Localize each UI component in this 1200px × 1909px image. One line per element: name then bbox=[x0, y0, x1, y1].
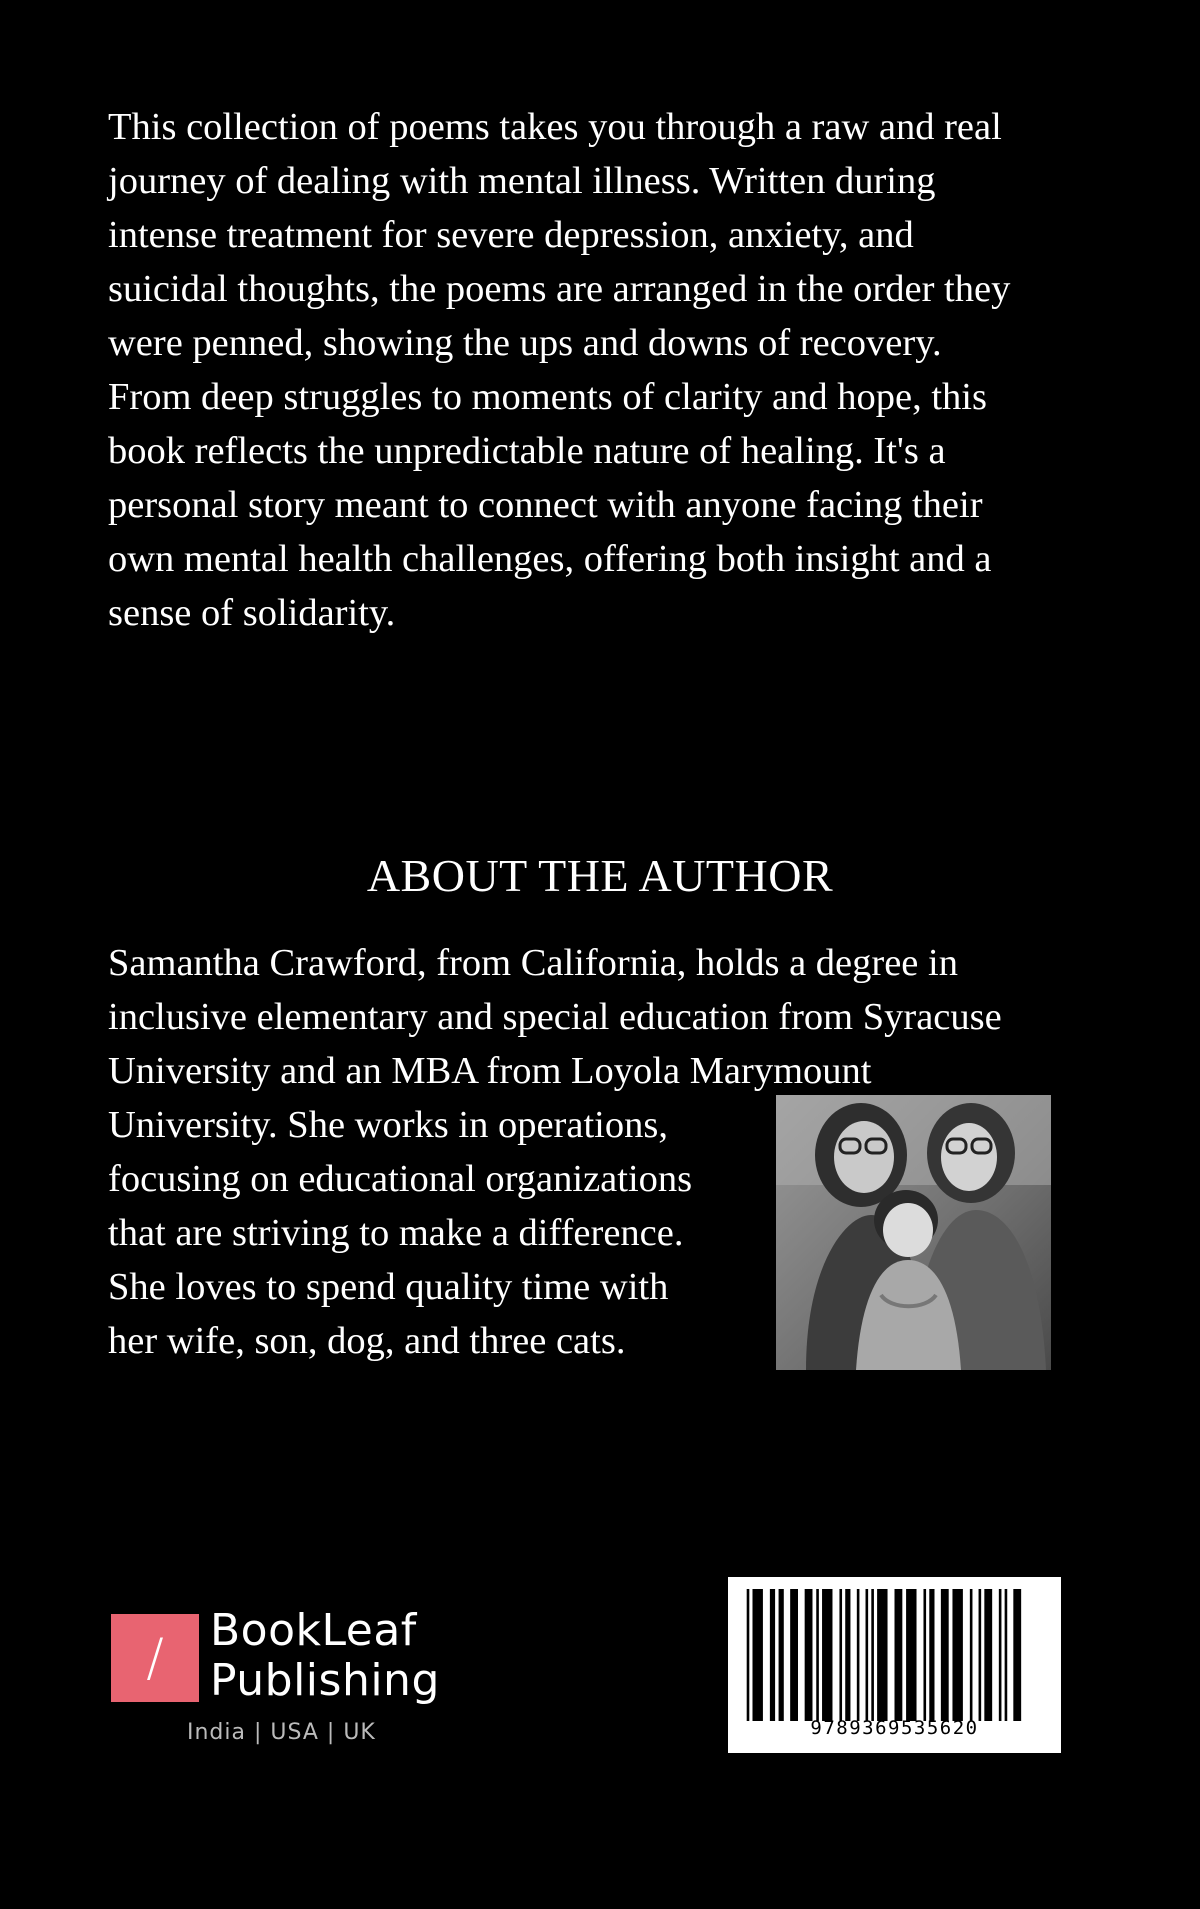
author-bio-line: that are striving to make a difference. bbox=[108, 1212, 684, 1254]
barcode-bar bbox=[1013, 1589, 1021, 1721]
barcode-bar bbox=[1005, 1589, 1008, 1721]
barcode-bars bbox=[738, 1589, 1051, 1721]
barcode-bar bbox=[923, 1589, 926, 1721]
isbn-number: 9789369535620 bbox=[810, 1717, 979, 1739]
author-bio-line: She loves to spend quality time with bbox=[108, 1266, 669, 1308]
barcode-bar bbox=[866, 1589, 869, 1721]
barcode-bar bbox=[816, 1589, 819, 1721]
blurb-line: sense of solidarity. bbox=[108, 592, 396, 634]
author-bio-line: focusing on educational organizations bbox=[108, 1158, 693, 1200]
author-bio-line: her wife, son, dog, and three cats. bbox=[108, 1320, 626, 1362]
author-bio-line: University and an MBA from Loyola Marymount bbox=[108, 1050, 872, 1092]
barcode-bar bbox=[790, 1589, 798, 1721]
author-bio-line: University. She works in operations, bbox=[108, 1104, 668, 1146]
barcode-bar bbox=[984, 1589, 992, 1721]
publisher-logo-box bbox=[111, 1614, 199, 1702]
barcode-bar bbox=[839, 1589, 842, 1721]
barcode-bar bbox=[845, 1589, 850, 1721]
barcode-bar bbox=[979, 1589, 982, 1721]
isbn-barcode bbox=[728, 1577, 1061, 1753]
barcode-bar bbox=[929, 1589, 934, 1721]
blurb-line: book reflects the unpredictable nature of healing. It's a bbox=[108, 430, 946, 472]
author-bio-line: inclusive elementary and special education from Syracuse bbox=[108, 996, 1002, 1038]
barcode-bar bbox=[805, 1589, 813, 1721]
barcode-bar bbox=[952, 1589, 962, 1721]
about-the-author-heading: ABOUT THE AUTHOR bbox=[366, 850, 834, 901]
barcode-bar bbox=[822, 1589, 832, 1721]
barcode-bar bbox=[770, 1589, 775, 1721]
author-family-photo bbox=[776, 1095, 1051, 1370]
author-photo-image bbox=[776, 1095, 1051, 1370]
barcode-bar bbox=[747, 1589, 750, 1721]
barcode-bar bbox=[779, 1589, 784, 1721]
barcode-bar bbox=[906, 1589, 916, 1721]
publisher-name bbox=[210, 1606, 440, 1706]
barcode-bar bbox=[999, 1589, 1002, 1721]
blurb-line: From deep struggles to moments of clarity and hope, this bbox=[108, 376, 987, 418]
blurb-line: intense treatment for severe depression, anxiety, and bbox=[108, 214, 914, 256]
blurb-line: were penned, showing the ups and downs of recovery. bbox=[108, 322, 942, 364]
publisher-logo bbox=[111, 1606, 451, 1756]
publisher-countries: India | USA | UK bbox=[187, 1720, 376, 1745]
back-cover-blurb bbox=[108, 100, 1093, 640]
barcode-bar bbox=[970, 1589, 973, 1721]
barcode-bar bbox=[877, 1589, 887, 1721]
publisher-name-line2: Publishing bbox=[210, 1655, 440, 1706]
slash-icon: / bbox=[146, 1628, 164, 1688]
blurb-line: own mental health challenges, offering both insight and a bbox=[108, 538, 992, 580]
blurb-line: journey of dealing with mental illness. Written during bbox=[108, 160, 936, 202]
barcode-bar bbox=[941, 1589, 949, 1721]
barcode-bar bbox=[895, 1589, 903, 1721]
blurb-line: suicidal thoughts, the poems are arranged in the order they bbox=[108, 268, 1011, 310]
blurb-line: personal story meant to connect with anyone facing their bbox=[108, 484, 983, 526]
author-bio-line: Samantha Crawford, from California, holds a degree in bbox=[108, 942, 958, 984]
barcode-bar bbox=[871, 1589, 874, 1721]
barcode-bar bbox=[752, 1589, 762, 1721]
publisher-name-line1: BookLeaf bbox=[210, 1605, 417, 1656]
blurb-line: This collection of poems takes you through a raw and real bbox=[108, 106, 1002, 148]
barcode-bar bbox=[857, 1589, 860, 1721]
